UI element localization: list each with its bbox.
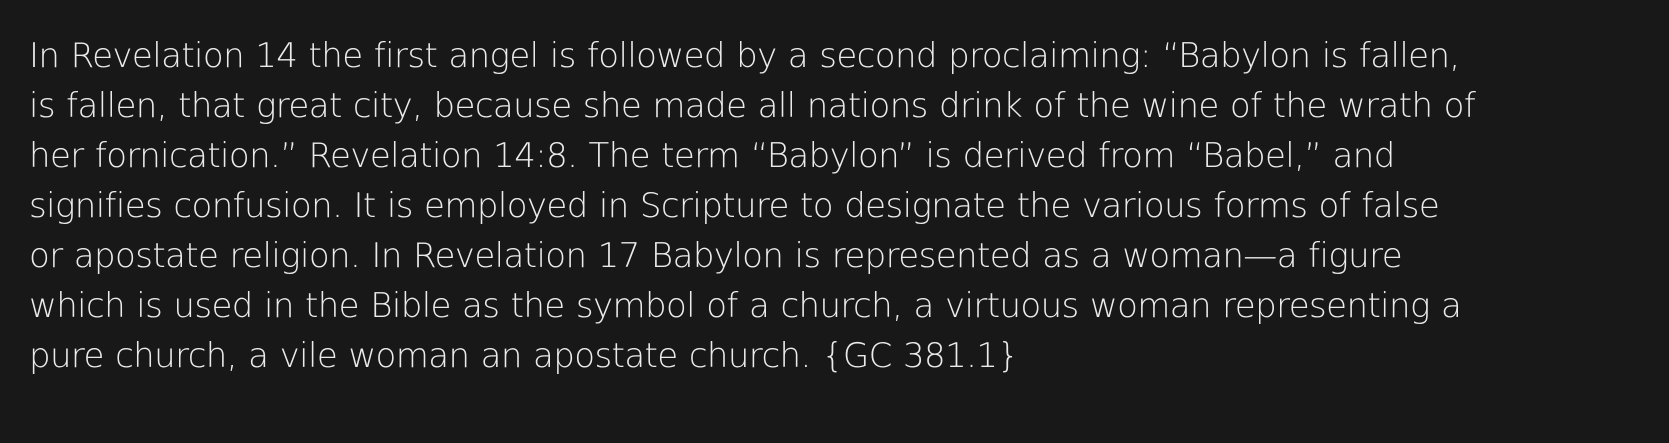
passage-paragraph [29, 31, 1629, 381]
passage-line-4: signifies confusion. It is employed in Scripture to designate the various forms of false [29, 186, 1440, 226]
passage-line-3: her fornication.” Revelation 14:8. The term “Babylon” is derived from “Babel,” and [29, 136, 1395, 176]
passage-line-6: which is used in the Bible as the symbol of a church, a virtuous woman representing a [29, 286, 1462, 326]
passage-line-7: pure church, a vile woman an apostate church. {GC 381.1} [29, 336, 1019, 376]
passage-line-2: is fallen, that great city, because she made all nations drink of the wine of the wrath of [29, 86, 1476, 126]
passage-line-5: or apostate religion. In Revelation 17 Babylon is represented as a woman—a figure [29, 236, 1403, 276]
passage-line-1: In Revelation 14 the first angel is followed by a second proclaiming: “Babylon is fallen, [29, 36, 1460, 76]
